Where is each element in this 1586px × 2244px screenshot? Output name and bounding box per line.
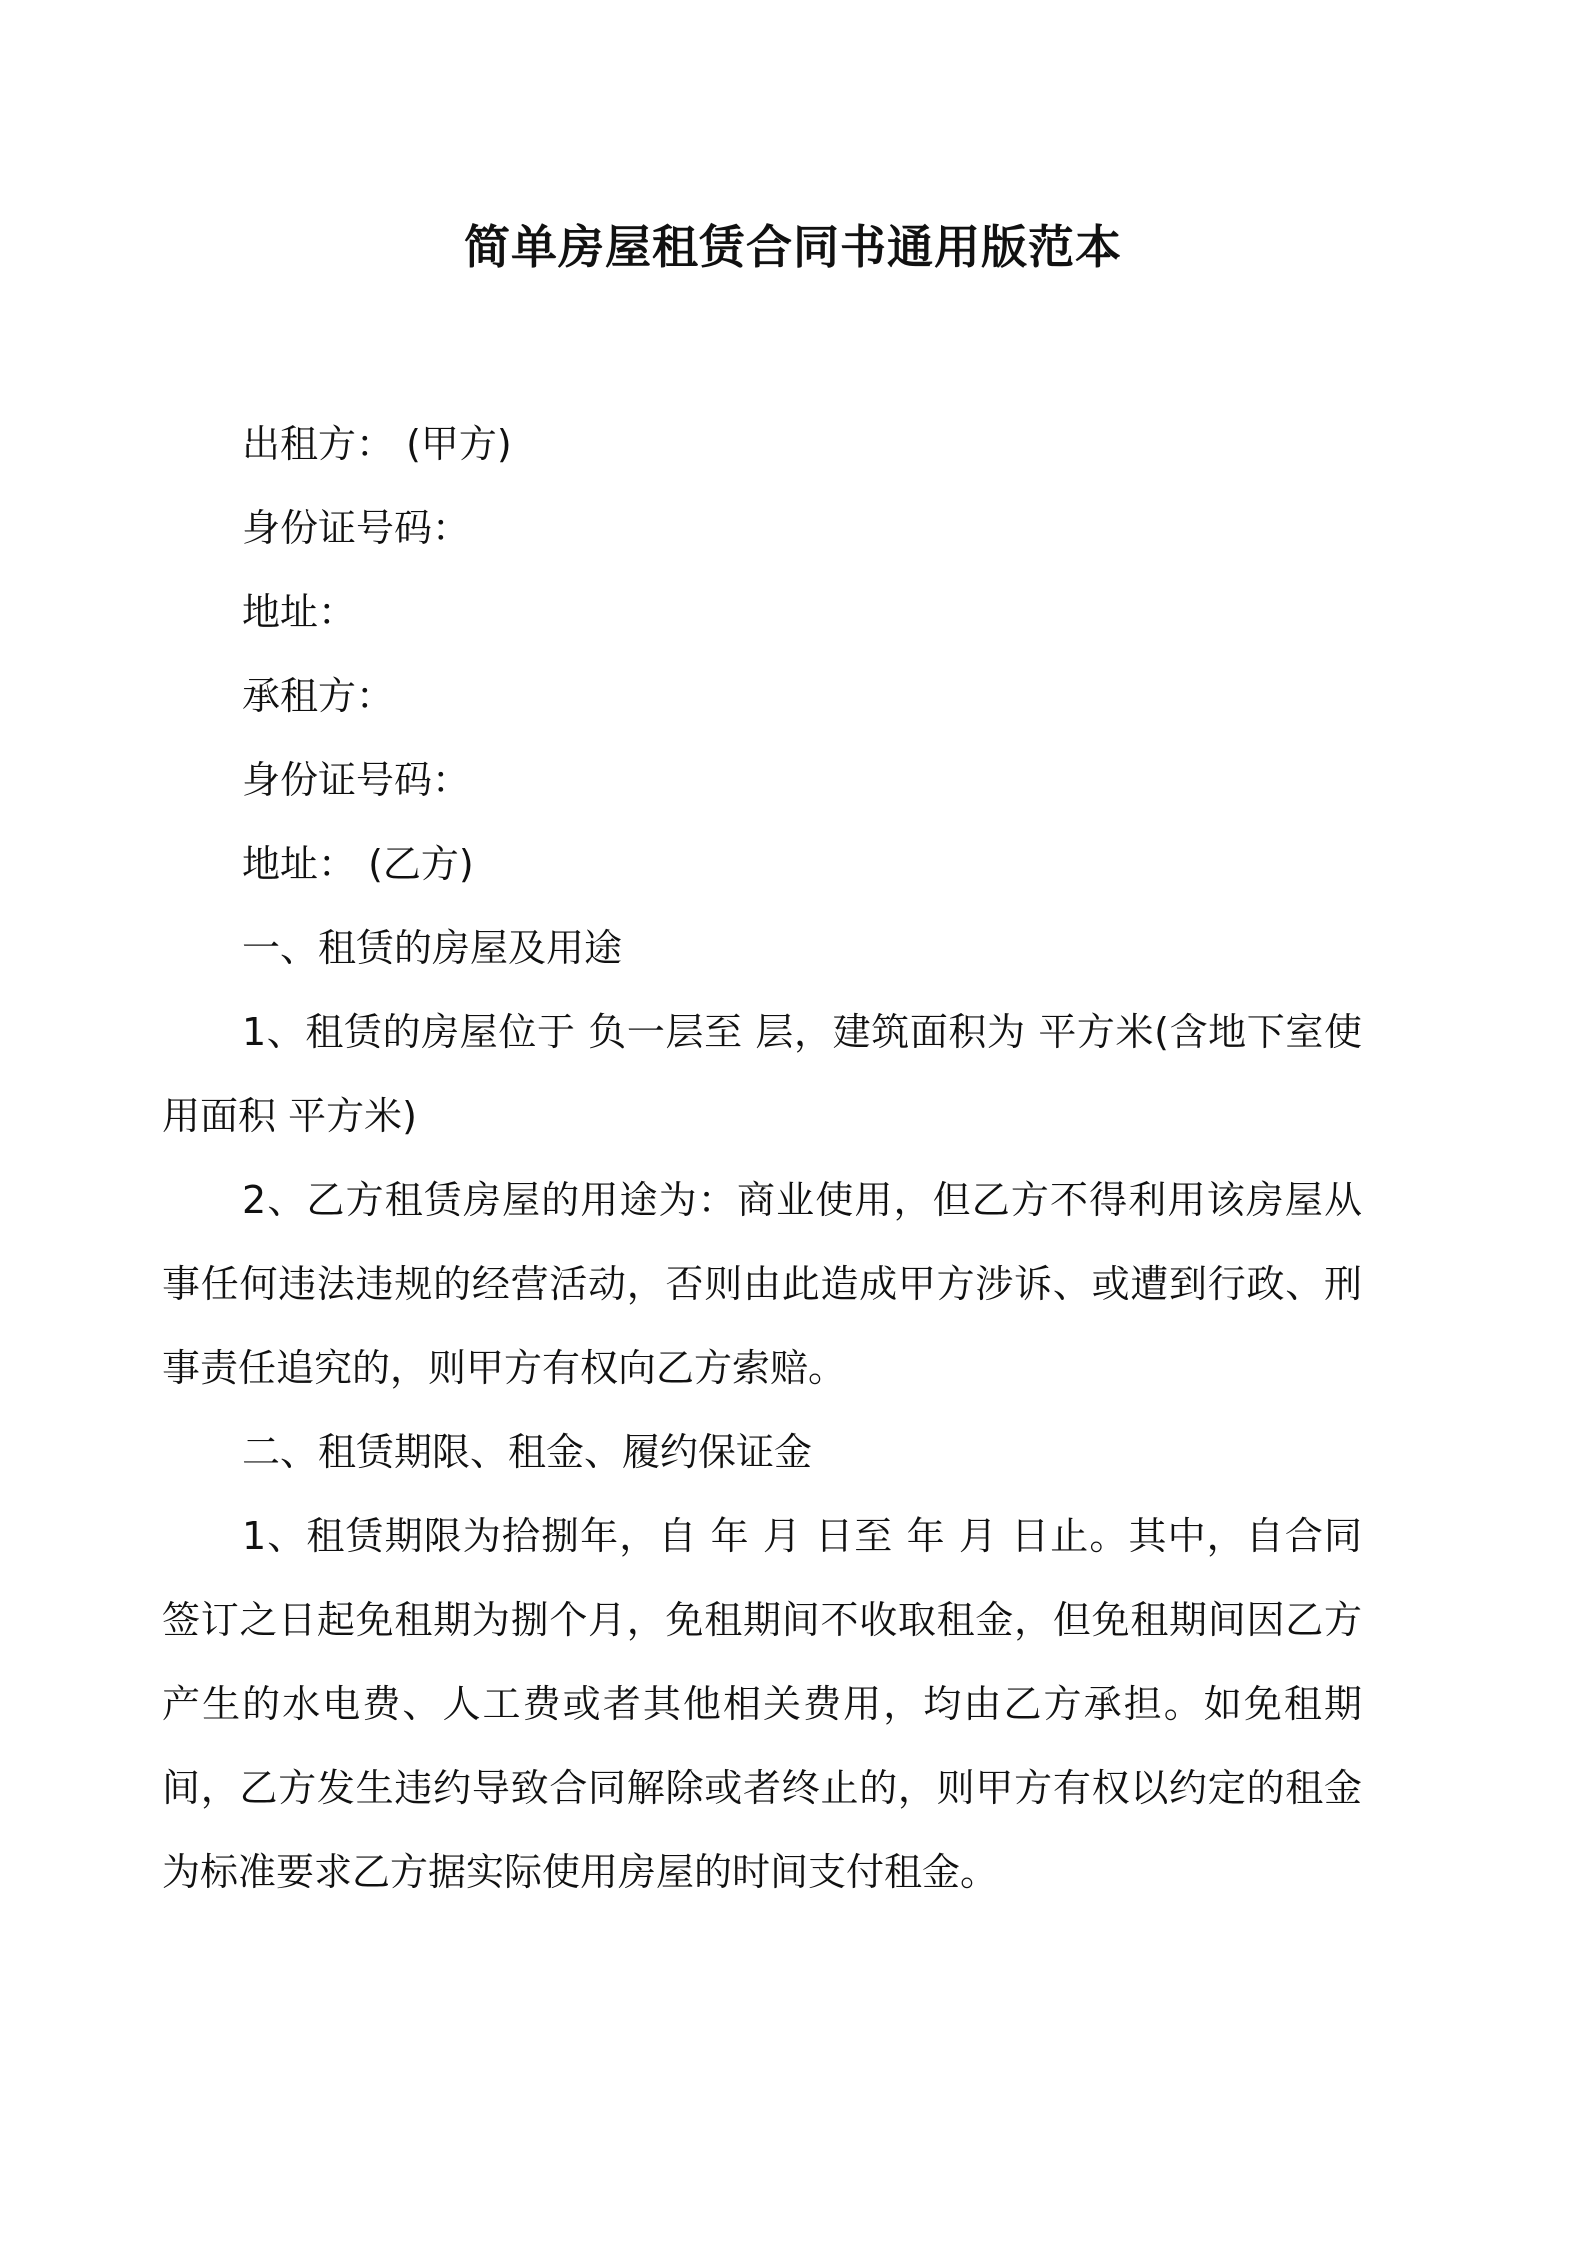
- section-1-clause-2: 2、乙方租赁房屋的用途为：商业使用，但乙方不得利用该房屋从事任何违法违规的经营活动，否则由此造成甲方涉诉、或遭到行政、刑事责任追究的，则甲方有权向乙方索赔。: [162, 1178, 1362, 1390]
- lessee-line: 承租方：: [242, 674, 395, 718]
- document-title: 简单房屋租赁合同书通用版范本: [464, 220, 1122, 274]
- lessee-address-line: 地址： (乙方): [242, 842, 474, 886]
- section-2-heading: 二、租赁期限、租金、履约保证金: [242, 1430, 813, 1474]
- section-1-clause-1: 1、租赁的房屋位于 负一层至 层，建筑面积为 平方米(含地下室使用面积 平方米): [162, 1010, 1362, 1138]
- lessee-id-line: 身份证号码：: [242, 758, 471, 802]
- section-1-heading: 一、租赁的房屋及用途: [242, 926, 623, 970]
- document-body: [162, 402, 1362, 1914]
- lessor-address-line: 地址：: [242, 590, 357, 634]
- section-2-clause-1: 1、租赁期限为拾捌年，自 年 月 日至 年 月 日止。其中，自合同签订之日起免租期为捌个月，免租期间不收取租金，但免租期间因乙方产生的水电费、人工费或者其他相关费用，均由乙方承担。如免租期间，乙方发生违约导致合同解除或者终止的，则甲方有权以约定的租金为标准要求乙方据实际使用房屋的时间支付租金。: [162, 1514, 1362, 1894]
- lessor-id-line: 身份证号码：: [242, 506, 471, 550]
- lessor-line: 出租方： (甲方): [242, 422, 512, 466]
